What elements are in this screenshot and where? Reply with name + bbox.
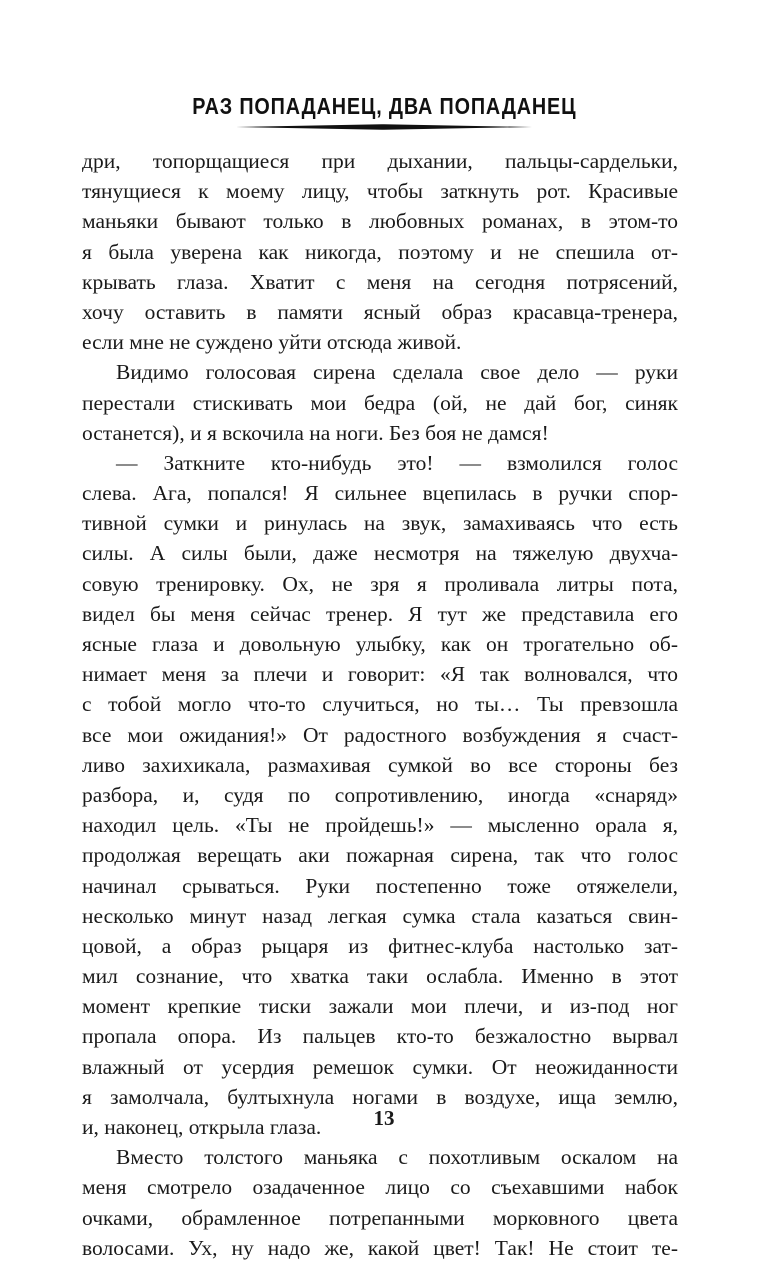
text-line: ливо захихикала, размахивая сумкой во все стороны без — [82, 752, 678, 777]
text-line: маньяки бывают только в любовных романах, в этом-то — [82, 209, 678, 234]
text-line: начинал срываться. Руки постепенно тоже отяжелели, — [82, 873, 678, 898]
text-line: пропала опора. Из пальцев кто-то безжалостно вырвал — [82, 1024, 678, 1049]
running-head — [0, 92, 768, 120]
text-line: видел бы меня сейчас тренер. Я тут же представила его — [82, 601, 678, 626]
text-line: волосами. Ух, ну надо же, какой цвет! Так! Не стоит те- — [82, 1235, 678, 1260]
text-line: совую тренировку. Ох, не зря я проливала литры пота, — [82, 571, 678, 596]
text-line: и, наконец, открыла глаза. — [82, 1115, 322, 1139]
text-line: очками, обрамленное потрепанными морковного цвета — [82, 1205, 678, 1230]
text-line: — Заткните кто-нибудь это! — взмолился голос — [116, 450, 678, 475]
text-line: момент крепкие тиски зажали мои плечи, и из-под ног — [82, 994, 678, 1019]
text-line: меня смотрело озадаченное лицо со съехавшими набок — [82, 1175, 678, 1200]
text-line: слева. Ага, попался! Я сильнее вцепилась в ручки спор- — [82, 481, 678, 506]
text-line: все мои ожидания!» От радостного возбуждения я счаст- — [82, 722, 678, 747]
text-line: силы. А силы были, даже несмотря на тяжелую двухча- — [82, 541, 678, 566]
text-line: я была уверена как никогда, поэтому и не спешила от- — [82, 239, 678, 264]
text-line: несколько минут назад легкая сумка стала казаться свин- — [82, 903, 678, 928]
text-line: цовой, а образ рыцаря из фитнес-клуба настолько зат- — [82, 933, 678, 958]
body-text — [82, 146, 678, 1263]
text-line: Видимо голосовая сирена сделала свое дело — руки — [116, 360, 678, 385]
text-line: если мне не суждено уйти отсюда живой. — [82, 330, 462, 355]
text-line: с тобой могло что-то случиться, но ты… Ты превзошла — [82, 692, 678, 717]
running-title: РАЗ ПОПАДАНЕЦ, ДВА ПОПАДАНЕЦ — [191, 93, 577, 119]
text-line: дри, топорщащиеся при дыхании, пальцы-сардельки, — [82, 149, 678, 173]
text-line: тивной сумки и ринулась на звук, замахиваясь что есть — [82, 511, 678, 536]
text-line: ясные глаза и довольную улыбку, как он трогательно об- — [82, 632, 678, 656]
text-line: находил цель. «Ты не пройдешь!» — мысленно орала я, — [82, 813, 678, 838]
text-line: я замолчала, бултыхнула ногами в воздухе, ища землю, — [82, 1084, 678, 1109]
text-line: продолжая верещать аки пожарная сирена, так что голос — [82, 843, 678, 868]
text-line: крывать глаза. Хватит с меня на сегодня потрясений, — [82, 269, 678, 294]
text-line: влажный от усердия ремешок сумки. От неожиданности — [82, 1054, 678, 1079]
text-line: мил сознание, что хватка таки ослабла. Именно в этот — [82, 964, 678, 989]
text-line: останется), и я вскочила на ноги. Без боя не дамся! — [82, 420, 549, 445]
text-line: тянущиеся к моему лицу, чтобы заткнуть рот. Красивые — [82, 179, 678, 204]
text-line: разбора, и, судя по сопротивлению, иногда «снаряд» — [82, 782, 678, 807]
text-line: хочу оставить в памяти ясный образ красавца-тренера, — [82, 299, 678, 324]
page-number: 13 — [373, 1106, 395, 1130]
text-line: нимает меня за плечи и говорит: «Я так волновался, что — [82, 662, 678, 687]
header-ornament-rule — [236, 124, 532, 130]
text-line: перестали стискивать мои бедра (ой, не дай бог, синяк — [82, 390, 678, 415]
text-line: Вместо толстого маньяка с похотливым оскалом на — [116, 1145, 678, 1170]
